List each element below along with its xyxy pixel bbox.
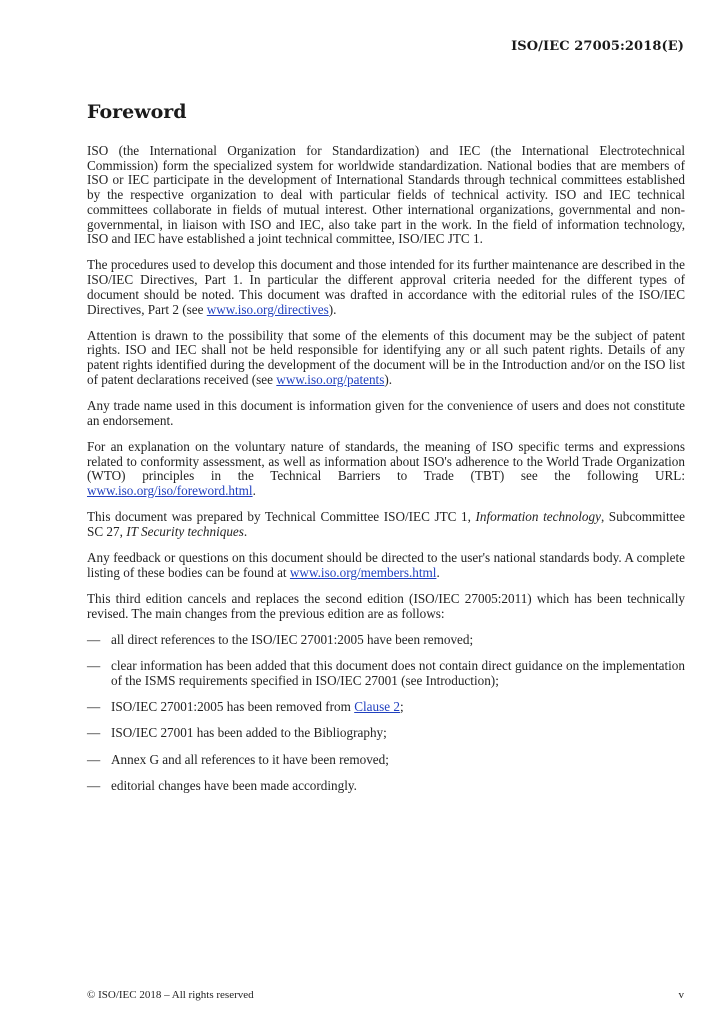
list-item: [87, 779, 685, 794]
dash-marker: —: [87, 777, 101, 793]
list-item: [87, 753, 685, 768]
dash-marker: —: [87, 725, 101, 741]
list-item-text: all direct references to the ISO/IEC 27001:2005 have been removed;: [111, 631, 474, 647]
list-item: [87, 700, 685, 715]
clause-2-link[interactable]: Clause 2: [354, 699, 400, 715]
patents-link[interactable]: www.iso.org/patents: [276, 371, 385, 387]
paragraph-prepared-mid: , Subcommittee SC 27,: [87, 509, 685, 539]
dash-marker: —: [87, 699, 101, 715]
changes-list: [87, 633, 685, 793]
paragraph-patents-text: Attention is drawn to the possibility that some of the elements of this document may be the subject of patent rights. ISO and IEC shall not be held responsible for identifying any or all such patent rights. Details of any patent rights identified during the development of the document will be in the Introduction and/or on the ISO list of patent declarations received (see: [87, 327, 685, 387]
paragraph-prepared-end: .: [243, 523, 248, 539]
dash-marker: —: [87, 751, 101, 767]
page-title: Foreword: [87, 101, 187, 123]
footer-copyright: © ISO/IEC 2018 – All rights reserved: [87, 989, 254, 1001]
paragraph-edition: This third edition cancels and replaces the second edition (ISO/IEC 27005:2011) which has been technically revised. The main changes from the previous edition are as follows:: [87, 591, 685, 621]
list-item-text: ISO/IEC 27001:2005 has been removed from: [111, 699, 355, 715]
foreword-body: [87, 144, 685, 805]
paragraph-procedures-text: The procedures used to develop this document and those intended for its further maintenance are described in the ISO/IEC Directives, Part 1. In particular the different approval criteria needed for the different types of document should be noted. This document was drafted in accordance with the editorial rules of the ISO/IEC Directives, Part 2 (see: [87, 257, 685, 317]
list-item-text: ISO/IEC 27001 has been added to the Bibliography;: [111, 725, 387, 741]
dash-marker: —: [87, 631, 101, 647]
paragraph-voluntary-end: .: [252, 483, 256, 499]
committee-name-italic: Information technology: [475, 509, 601, 525]
paragraph-trade-name: Any trade name used in this document is information given for the convenience of users and does not constitute an endorsement.: [87, 398, 685, 428]
paragraph-voluntary-text: For an explanation on the voluntary nature of standards, the meaning of ISO specific terms and expressions related to conformity assessment, as well as information about ISO's adherence to the World Trade Organization (WTO) principles in the Technical Barriers to Trade (TBT) see the following URL:: [87, 438, 685, 484]
list-item: [87, 726, 685, 741]
paragraph-patents: [87, 329, 685, 388]
foreword-url-link[interactable]: www.iso.org/iso/foreword.html: [87, 483, 253, 499]
paragraph-feedback-end: .: [436, 564, 440, 580]
members-link[interactable]: www.iso.org/members.html: [289, 564, 437, 580]
page-number: v: [678, 989, 684, 1001]
paragraph-prepared-text: This document was prepared by Technical Committee ISO/IEC JTC 1,: [87, 509, 476, 525]
paragraph-feedback: [87, 551, 685, 580]
paragraph-organizations: ISO (the International Organization for Standardization) and IEC (the International Electrotechnical Commission) form the specialized system for worldwide standardization. National bodies that are members of ISO or IEC participate in the development of International Standards through technical committees established by the respective organization to deal with particular fields of technical activity. ISO and IEC technical committees collaborate in fields of mutual interest. Other international organizations, governmental and non-governmental, in liaison with ISO and IEC, also take part in the work. In the field of information technology, ISO and IEC have established a joint technical committee, ISO/IEC JTC 1.: [87, 143, 685, 247]
list-item: [87, 659, 685, 688]
paragraph-voluntary-nature: [87, 440, 685, 499]
list-item-text: editorial changes have been made accordingly.: [111, 777, 357, 793]
paragraph-feedback-text: Any feedback or questions on this document should be directed to the user's national standards body. A complete listing of these bodies can be found at: [87, 550, 685, 580]
document-id: ISO/IEC 27005:2018(E): [511, 39, 684, 54]
subcommittee-name-italic: IT Security techniques: [126, 523, 244, 539]
list-item-text: Annex G and all references to it have been removed;: [111, 751, 389, 767]
paragraph-prepared-by: [87, 510, 685, 539]
list-item-text: clear information has been added that this document does not contain direct guidance on the implementation of the ISMS requirements specified in ISO/IEC 27001 (see Introduction);: [111, 658, 685, 688]
paragraph-procedures-end: ).: [328, 301, 337, 317]
dash-marker: —: [87, 658, 101, 674]
paragraph-patents-end: ).: [384, 371, 393, 387]
paragraph-procedures: [87, 258, 685, 317]
directives-link[interactable]: www.iso.org/directives: [206, 301, 329, 317]
list-item-end: ;: [400, 699, 404, 715]
list-item: [87, 633, 685, 648]
